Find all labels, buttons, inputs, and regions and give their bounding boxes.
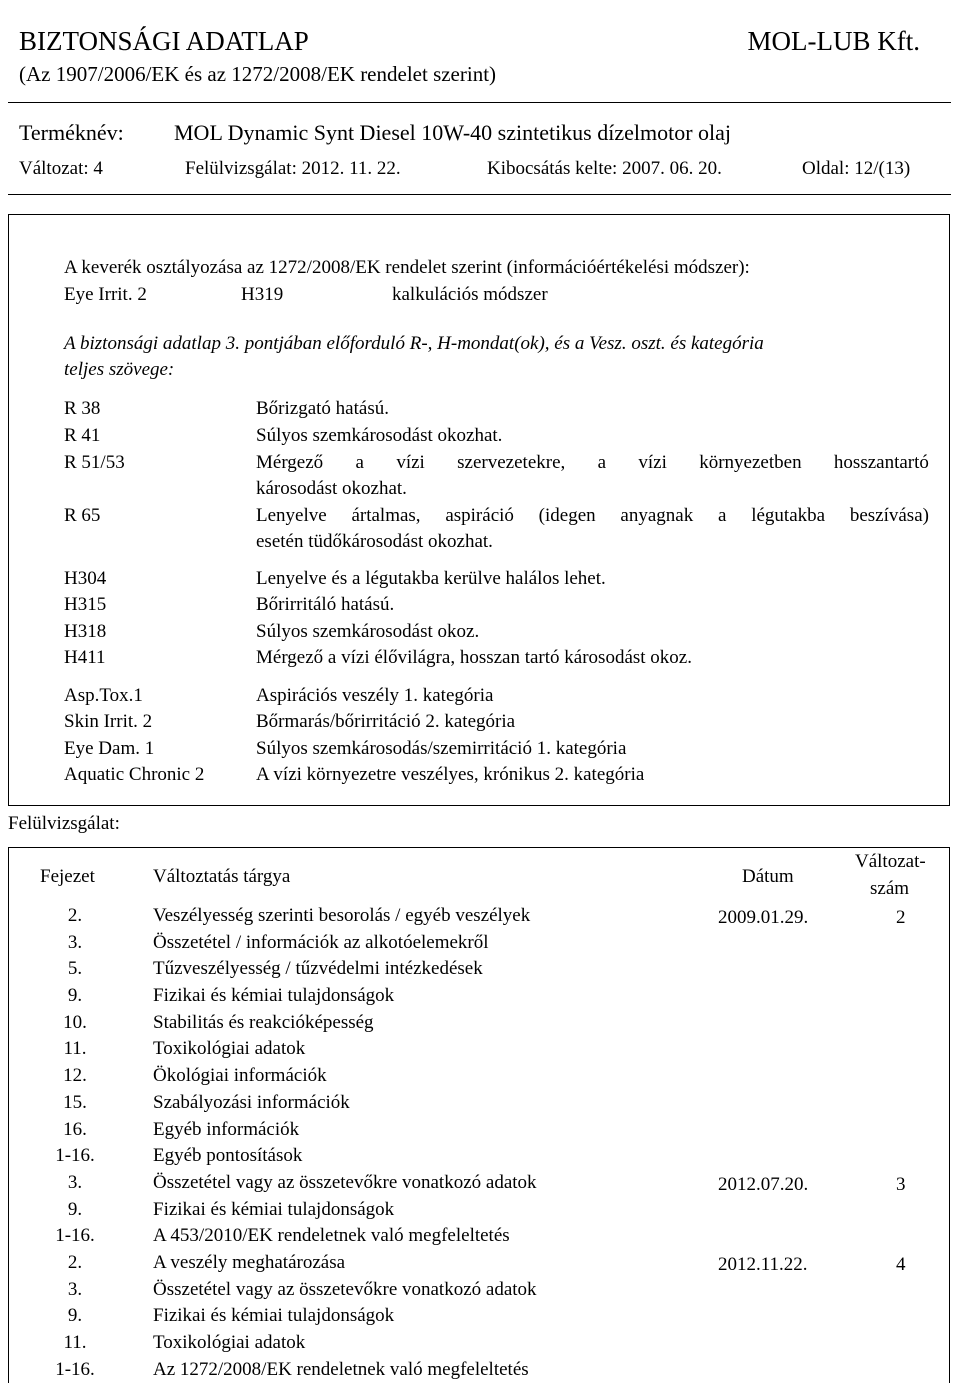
table-cell-subject: Veszélyesség szerinti besorolás / egyéb veszélyek xyxy=(153,905,531,926)
word: szervezetekre, xyxy=(457,452,566,473)
word: beszívása) xyxy=(849,505,929,526)
table-cell-subject: Szabályozási információk xyxy=(153,1091,350,1113)
product-label: Terméknév: xyxy=(19,120,124,145)
word: hosszantartó xyxy=(833,452,929,473)
hazard-category-text: Súlyos szemkárosodás/szemirritáció 1. kategória xyxy=(256,738,627,759)
classification-section-box xyxy=(8,214,950,806)
fulltext-heading: A biztonsági adatlap 3. pontjában előforduló R-, H-mondat(ok), és a Vesz. oszt. és kategória xyxy=(64,333,764,354)
col-header-date: Dátum xyxy=(742,866,794,887)
r-phrase-code: R 65 xyxy=(64,505,101,526)
table-cell-chapter: 3. xyxy=(67,1171,83,1193)
version-number: Változat: 4 xyxy=(19,158,103,179)
h-phrase-code: H304 xyxy=(64,568,107,589)
word: Mérgező xyxy=(256,452,324,473)
table-cell-subject: Egyéb információk xyxy=(153,1118,300,1140)
table-cell-subject: A veszély meghatározása xyxy=(153,1251,346,1273)
hazard-category-code: Skin Irrit. 2 xyxy=(64,711,153,732)
classification-code: H319 xyxy=(241,284,284,305)
r-phrase-text-cont: esetén tüdőkárosodást okozhat. xyxy=(256,531,493,552)
table-cell-subject: Tűzveszélyesség / tűzvédelmi intézkedések xyxy=(153,958,483,980)
word: vízi xyxy=(396,452,425,473)
h-phrase-text: Bőrirritáló hatású. xyxy=(256,594,395,615)
revision-date: Felülvizsgálat: 2012. 11. 22. xyxy=(185,158,401,179)
word: légutakba xyxy=(751,505,826,526)
table-cell-chapter: 9. xyxy=(67,985,83,1007)
table-cell-version: 3 xyxy=(896,1174,906,1195)
table-cell-subject: Összetétel / információk az alkotóelemekről xyxy=(153,931,489,953)
table-cell-chapter: 9. xyxy=(67,1198,83,1220)
table-cell-subject: Összetétel vagy az összetevőkre vonatkozó adatok xyxy=(153,1171,537,1193)
table-cell-chapter: 1-16. xyxy=(55,1358,95,1380)
table-cell-subject: Ökológiai információk xyxy=(153,1065,327,1087)
revision-label: Felülvizsgálat: xyxy=(8,813,120,834)
word: a xyxy=(718,505,727,526)
company-name: MOL-LUB Kft. xyxy=(747,26,920,56)
classification-method: kalkulációs módszer xyxy=(392,284,548,305)
hazard-category-code: Aquatic Chronic 2 xyxy=(64,764,205,785)
issue-date: Kibocsátás kelte: 2007. 06. 20. xyxy=(487,158,722,179)
header-bottom-divider xyxy=(8,194,951,195)
table-cell-subject: Összetétel vagy az összetevőkre vonatkozó adatok xyxy=(153,1278,537,1300)
table-cell-chapter: 1-16. xyxy=(55,1145,95,1167)
table-cell-subject: Fizikai és kémiai tulajdonságok xyxy=(153,1305,395,1327)
product-name: MOL Dynamic Synt Diesel 10W-40 szintetikus dízelmotor olaj xyxy=(174,120,732,145)
table-cell-chapter: 3. xyxy=(67,1278,83,1300)
col-header-subject: Változtatás tárgya xyxy=(153,866,291,887)
classification-class: Eye Irrit. 2 xyxy=(64,284,147,305)
table-cell-chapter: 11. xyxy=(63,1332,87,1353)
table-cell-chapter: 2. xyxy=(67,905,83,926)
table-cell-chapter: 16. xyxy=(63,1118,87,1140)
word: a xyxy=(597,452,607,473)
col-header-version: Változat- xyxy=(855,851,926,872)
word: anyagnak xyxy=(620,505,694,526)
header-divider xyxy=(8,102,951,103)
r-phrase-code: R 41 xyxy=(64,425,101,446)
chapter-column xyxy=(30,903,120,1383)
hazard-category-text: A vízi környezetre veszélyes, krónikus 2. kategória xyxy=(256,764,645,785)
table-cell-chapter: 3. xyxy=(67,931,83,953)
document-title: BIZTONSÁGI ADATLAP xyxy=(19,26,309,56)
col-header-chapter: Fejezet xyxy=(40,866,95,887)
h-phrase-code: H315 xyxy=(64,594,107,615)
table-cell-chapter: 5. xyxy=(67,958,83,980)
word: vízi xyxy=(638,452,667,473)
classification-intro: A keverék osztályozása az 1272/2008/EK rendelet szerint (információértékelési módszer): xyxy=(64,257,750,278)
table-cell-date: 2009.01.29. xyxy=(718,907,809,928)
r-phrase-text-cont: károsodást okozhat. xyxy=(256,478,407,499)
table-cell-chapter: 10. xyxy=(63,1011,87,1033)
table-cell-chapter: 11. xyxy=(63,1038,87,1060)
table-cell-subject: Fizikai és kémiai tulajdonságok xyxy=(153,1198,395,1220)
h-phrase-text: Súlyos szemkárosodást okoz. xyxy=(256,621,480,642)
table-cell-subject: Toxikológiai adatok xyxy=(153,1038,306,1060)
r-phrase-text: Bőrizgató hatású. xyxy=(256,398,389,419)
h-phrase-code: H411 xyxy=(64,647,106,668)
word: környezetben xyxy=(699,452,802,473)
table-cell-subject: A 453/2010/EK rendeletnek való megfeleltetés xyxy=(153,1225,510,1247)
word: a xyxy=(355,452,364,473)
table-cell-subject: Az 1272/2008/EK rendeletnek való megfeleltetés xyxy=(153,1358,529,1380)
page-number: Oldal: 12/(13) xyxy=(802,158,911,179)
r-phrase-code: R 51/53 xyxy=(64,452,125,473)
table-cell-date: 2012.11.22. xyxy=(718,1254,808,1275)
subject-column xyxy=(153,903,713,1383)
table-cell-version: 4 xyxy=(896,1254,906,1275)
hazard-category-text: Aspirációs veszély 1. kategória xyxy=(256,685,494,706)
regulation-note: (Az 1907/2006/EK és az 1272/2008/EK rendelet szerint) xyxy=(19,62,497,86)
table-cell-chapter: 9. xyxy=(67,1305,83,1327)
table-cell-version: 2 xyxy=(896,907,906,928)
hazard-category-text: Bőrmarás/bőrirritáció 2. kategória xyxy=(256,711,516,732)
r-phrase-code: R 38 xyxy=(64,398,101,419)
table-cell-chapter: 12. xyxy=(63,1065,87,1087)
hazard-category-code: Asp.Tox.1 xyxy=(64,685,143,706)
h-phrase-text: Mérgező a vízi élővilágra, hosszan tartó károsodást okoz. xyxy=(256,647,692,668)
table-cell-chapter: 1-16. xyxy=(55,1225,95,1247)
table-cell-subject: Toxikológiai adatok xyxy=(153,1332,306,1353)
table-cell-date: 2012.07.20. xyxy=(718,1174,809,1195)
word: (idegen xyxy=(538,505,596,526)
h-phrase-code: H318 xyxy=(64,621,107,642)
word: Lenyelve xyxy=(256,505,327,526)
h-phrase-text: Lenyelve és a légutakba kerülve halálos lehet. xyxy=(256,568,606,589)
word: ártalmas, xyxy=(351,505,421,526)
r-phrase-text: Súlyos szemkárosodást okozhat. xyxy=(256,425,503,446)
table-cell-subject: Fizikai és kémiai tulajdonságok xyxy=(153,985,395,1007)
table-cell-chapter: 15. xyxy=(63,1091,87,1113)
table-cell-subject: Stabilitás és reakcióképesség xyxy=(153,1011,374,1033)
table-cell-subject: Egyéb pontosítások xyxy=(153,1145,303,1167)
fulltext-heading-cont: teljes szövege: xyxy=(64,359,175,380)
table-cell-chapter: 2. xyxy=(67,1251,83,1273)
word: aspiráció xyxy=(445,505,514,526)
hazard-category-code: Eye Dam. 1 xyxy=(64,738,155,759)
col-header-version-cont: szám xyxy=(870,878,910,899)
